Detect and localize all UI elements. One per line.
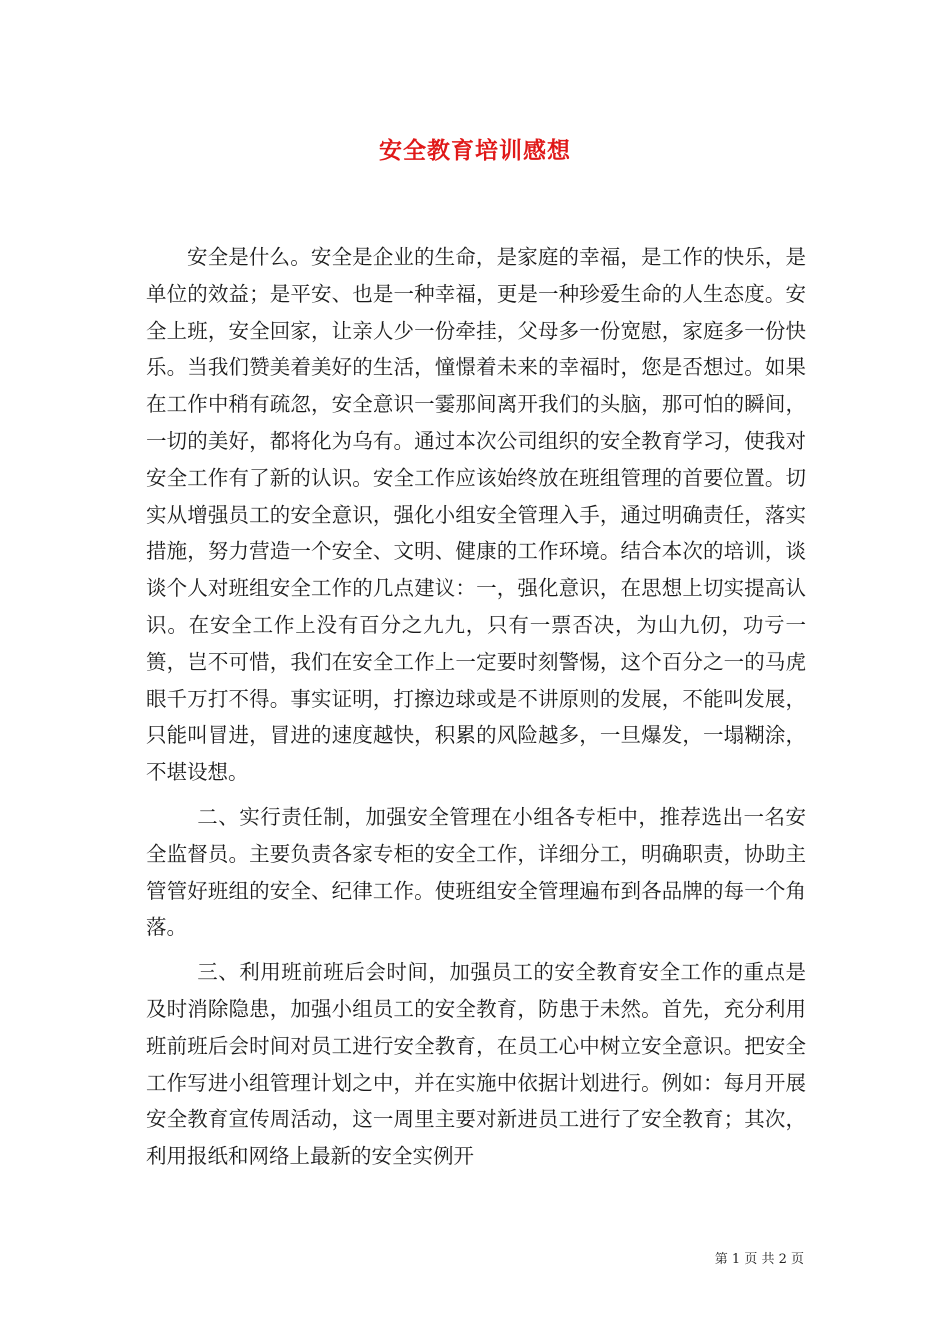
document-body [146, 239, 806, 1175]
paragraph-1: 安全是什么。安全是企业的生命，是家庭的幸福，是工作的快乐，是单位的效益；是平安、也是一种幸福，更是一种珍爱生命的人生态度。安全上班，安全回家，让亲人少一份牵挂，父母多一份宽慰，家庭多一份快乐。当我们赞美着美好的生活，憧憬着未来的幸福时，您是否想过。如果在工作中稍有疏忽，安全意识一霎那间离开我们的头脑，那可怕的瞬间，一切的美好，都将化为乌有。通过本次公司组织的安全教育学习，使我对安全工作有了新的认识。安全工作应该始终放在班组管理的首要位置。切实从增强员工的安全意识，强化小组安全管理入手，通过明确责任，落实措施，努力营造一个安全、文明、健康的工作环境。结合本次的培训，谈谈个人对班组安全工作的几点建议：一，强化意识，在思想上切实提高认识。在安全工作上没有百分之九九，只有一票否决，为山九仞，功亏一篑，岂不可惜，我们在安全工作上一定要时刻警惕，这个百分之一的马虎眼千万打不得。事实证明，打擦边球或是不讲原则的发展，不能叫发展，只能叫冒进，冒进的速度越快，积累的风险越多，一旦爆发，一塌糊涂，不堪设想。 [146, 245, 806, 785]
paragraph-3: 三、利用班前班后会时间，加强员工的安全教育安全工作的重点是及时消除隐患，加强小组员工的安全教育，防患于未然。首先，充分利用班前班后会时间对员工进行安全教育，在员工心中树立安全意识。把安全工作写进小组管理计划之中，并在实施中依据计划进行。例如：每月开展安全教育宣传周活动，这一周里主要对新进员工进行了安全教育；其次，利用报纸和网络上最新的安全实例开 [146, 960, 806, 1169]
paragraph-2: 二、实行责任制，加强安全管理在小组各专柜中，推荐选出一名安全监督员。主要负责各家专柜的安全工作，详细分工，明确职责，协助主管管好班组的安全、纪律工作。使班组安全管理遍布到各品牌的每一个角落。 [146, 804, 806, 940]
page-footer: 第 1 页 共 2 页 [714, 1252, 804, 1267]
document-title: 安全教育培训感想 [379, 137, 571, 164]
